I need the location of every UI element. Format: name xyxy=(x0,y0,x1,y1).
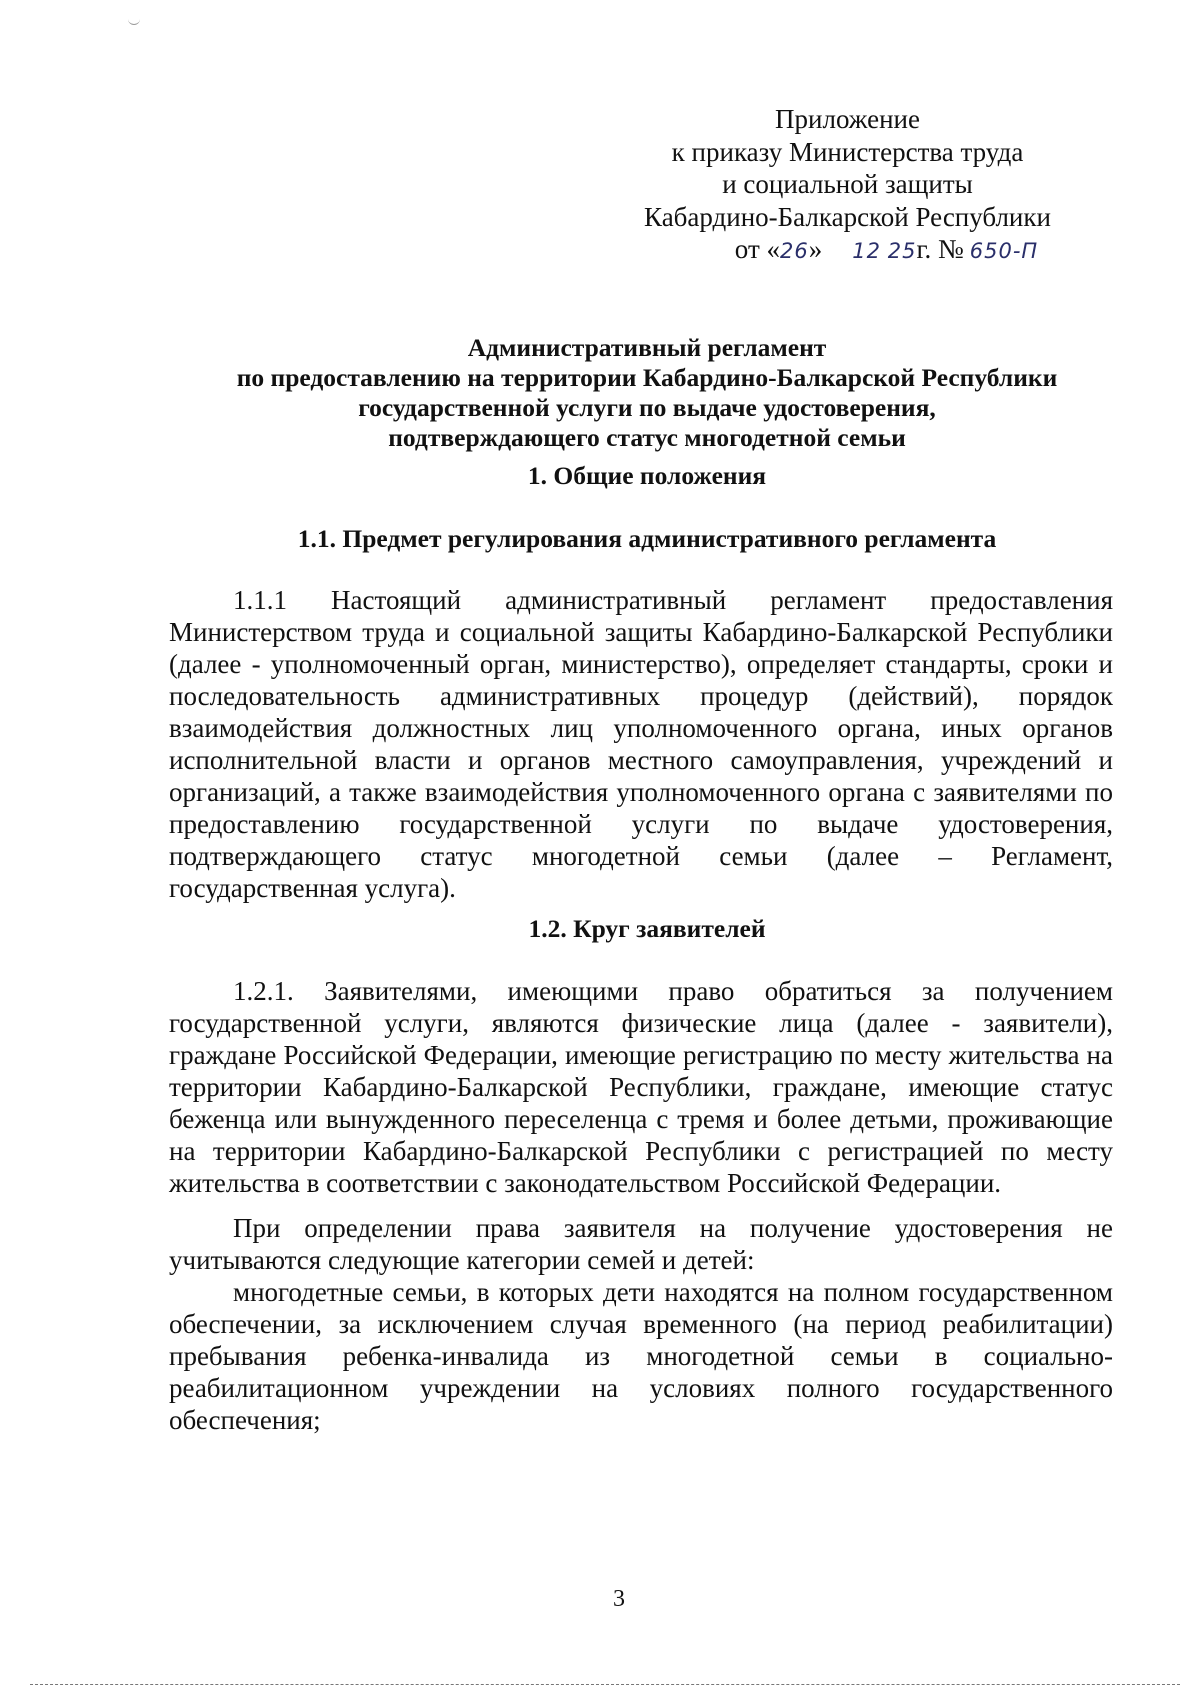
section-1-heading: 1. Общие положения xyxy=(527,461,767,490)
appendix-title: Приложение xyxy=(775,104,920,134)
paragraph-1-1-1: 1.1.1 Настоящий административный регламент предоставления Министерством труда и социальной защиты Кабардино-Балкарской Республики (далее - уполномоченный орган, министерство), определяет стандарты, сроки и последовательность административных процедур (действий), порядок взаимодействия должностных лиц уполномоченного органа, иных органов исполнительной власти и органов местного самоуправления, учреждений и организаций, а также взаимодействия уполномоченного органа с заявителями по предоставлению государственной услуги по выдаче удостоверения, подтверждающего статус многодетной семьи (далее – Регламент, государственная услуга). xyxy=(169,585,1113,903)
title-line-3: государственной услуги по выдаче удостоверения, xyxy=(358,393,936,422)
paragraph-categories-intro: При определении права заявителя на получение удостоверения не учитываются следующие категории семей и детей: xyxy=(169,1213,1113,1275)
appendix-ministry-line: и социальной защиты xyxy=(722,169,973,199)
date-prefix: от « xyxy=(734,234,780,264)
scan-bottom-edge xyxy=(30,1684,1180,1685)
date-year-suffix: г. xyxy=(916,234,932,264)
number-label: № xyxy=(937,234,964,264)
handwritten-month: 12 xyxy=(852,239,881,263)
subsection-1-1-heading: 1.1. Предмет регулирования административного регламента xyxy=(297,524,997,553)
handwritten-day: 26 xyxy=(780,239,809,263)
appendix-date-line xyxy=(560,233,1135,268)
scan-artifact xyxy=(128,18,140,25)
title-line-4: подтверждающего статус многодетной семьи xyxy=(388,423,906,452)
handwritten-year: 25 xyxy=(887,239,917,263)
subsection-1-2-heading: 1.2. Круг заявителей xyxy=(528,914,766,943)
page-number: 3 xyxy=(613,1586,625,1612)
document-title xyxy=(150,333,1144,453)
title-line-2: по предоставлению на территории Кабардино-Балкарской Республики xyxy=(236,363,1058,392)
appendix-republic-line: Кабардино-Балкарской Республики xyxy=(644,201,1051,232)
paragraph-large-families: многодетные семьи, в которых дети находятся на полном государственном обеспечении, за исключением случая временного (на период реабилитации) пребывания ребенка-инвалида из многодетной семьи в социально-реабилитационном учреждении на условиях полного государственного обеспечения; xyxy=(169,1277,1113,1435)
date-quote-close: » xyxy=(808,234,823,264)
paragraph-1-2-1: 1.2.1. Заявителями, имеющими право обратиться за получением государственной услуги, являются физические лица (далее - заявители), граждане Российской Федерации, имеющие регистрацию по месту жительства на территории Кабардино-Балкарской Республики, граждане, имеющие статус беженца или вынужденного переселенца с тремя и более детьми, проживающие на территории Кабардино-Балкарской Республики с регистрацией по месту жительства в соответствии с законодательством Российской Федерации. xyxy=(169,976,1113,1198)
appendix-order-line: к приказу Министерства труда xyxy=(671,136,1024,167)
appendix-header xyxy=(560,103,1135,268)
handwritten-number: 650-П xyxy=(969,239,1039,263)
title-line-1: Административный регламент xyxy=(467,333,827,362)
